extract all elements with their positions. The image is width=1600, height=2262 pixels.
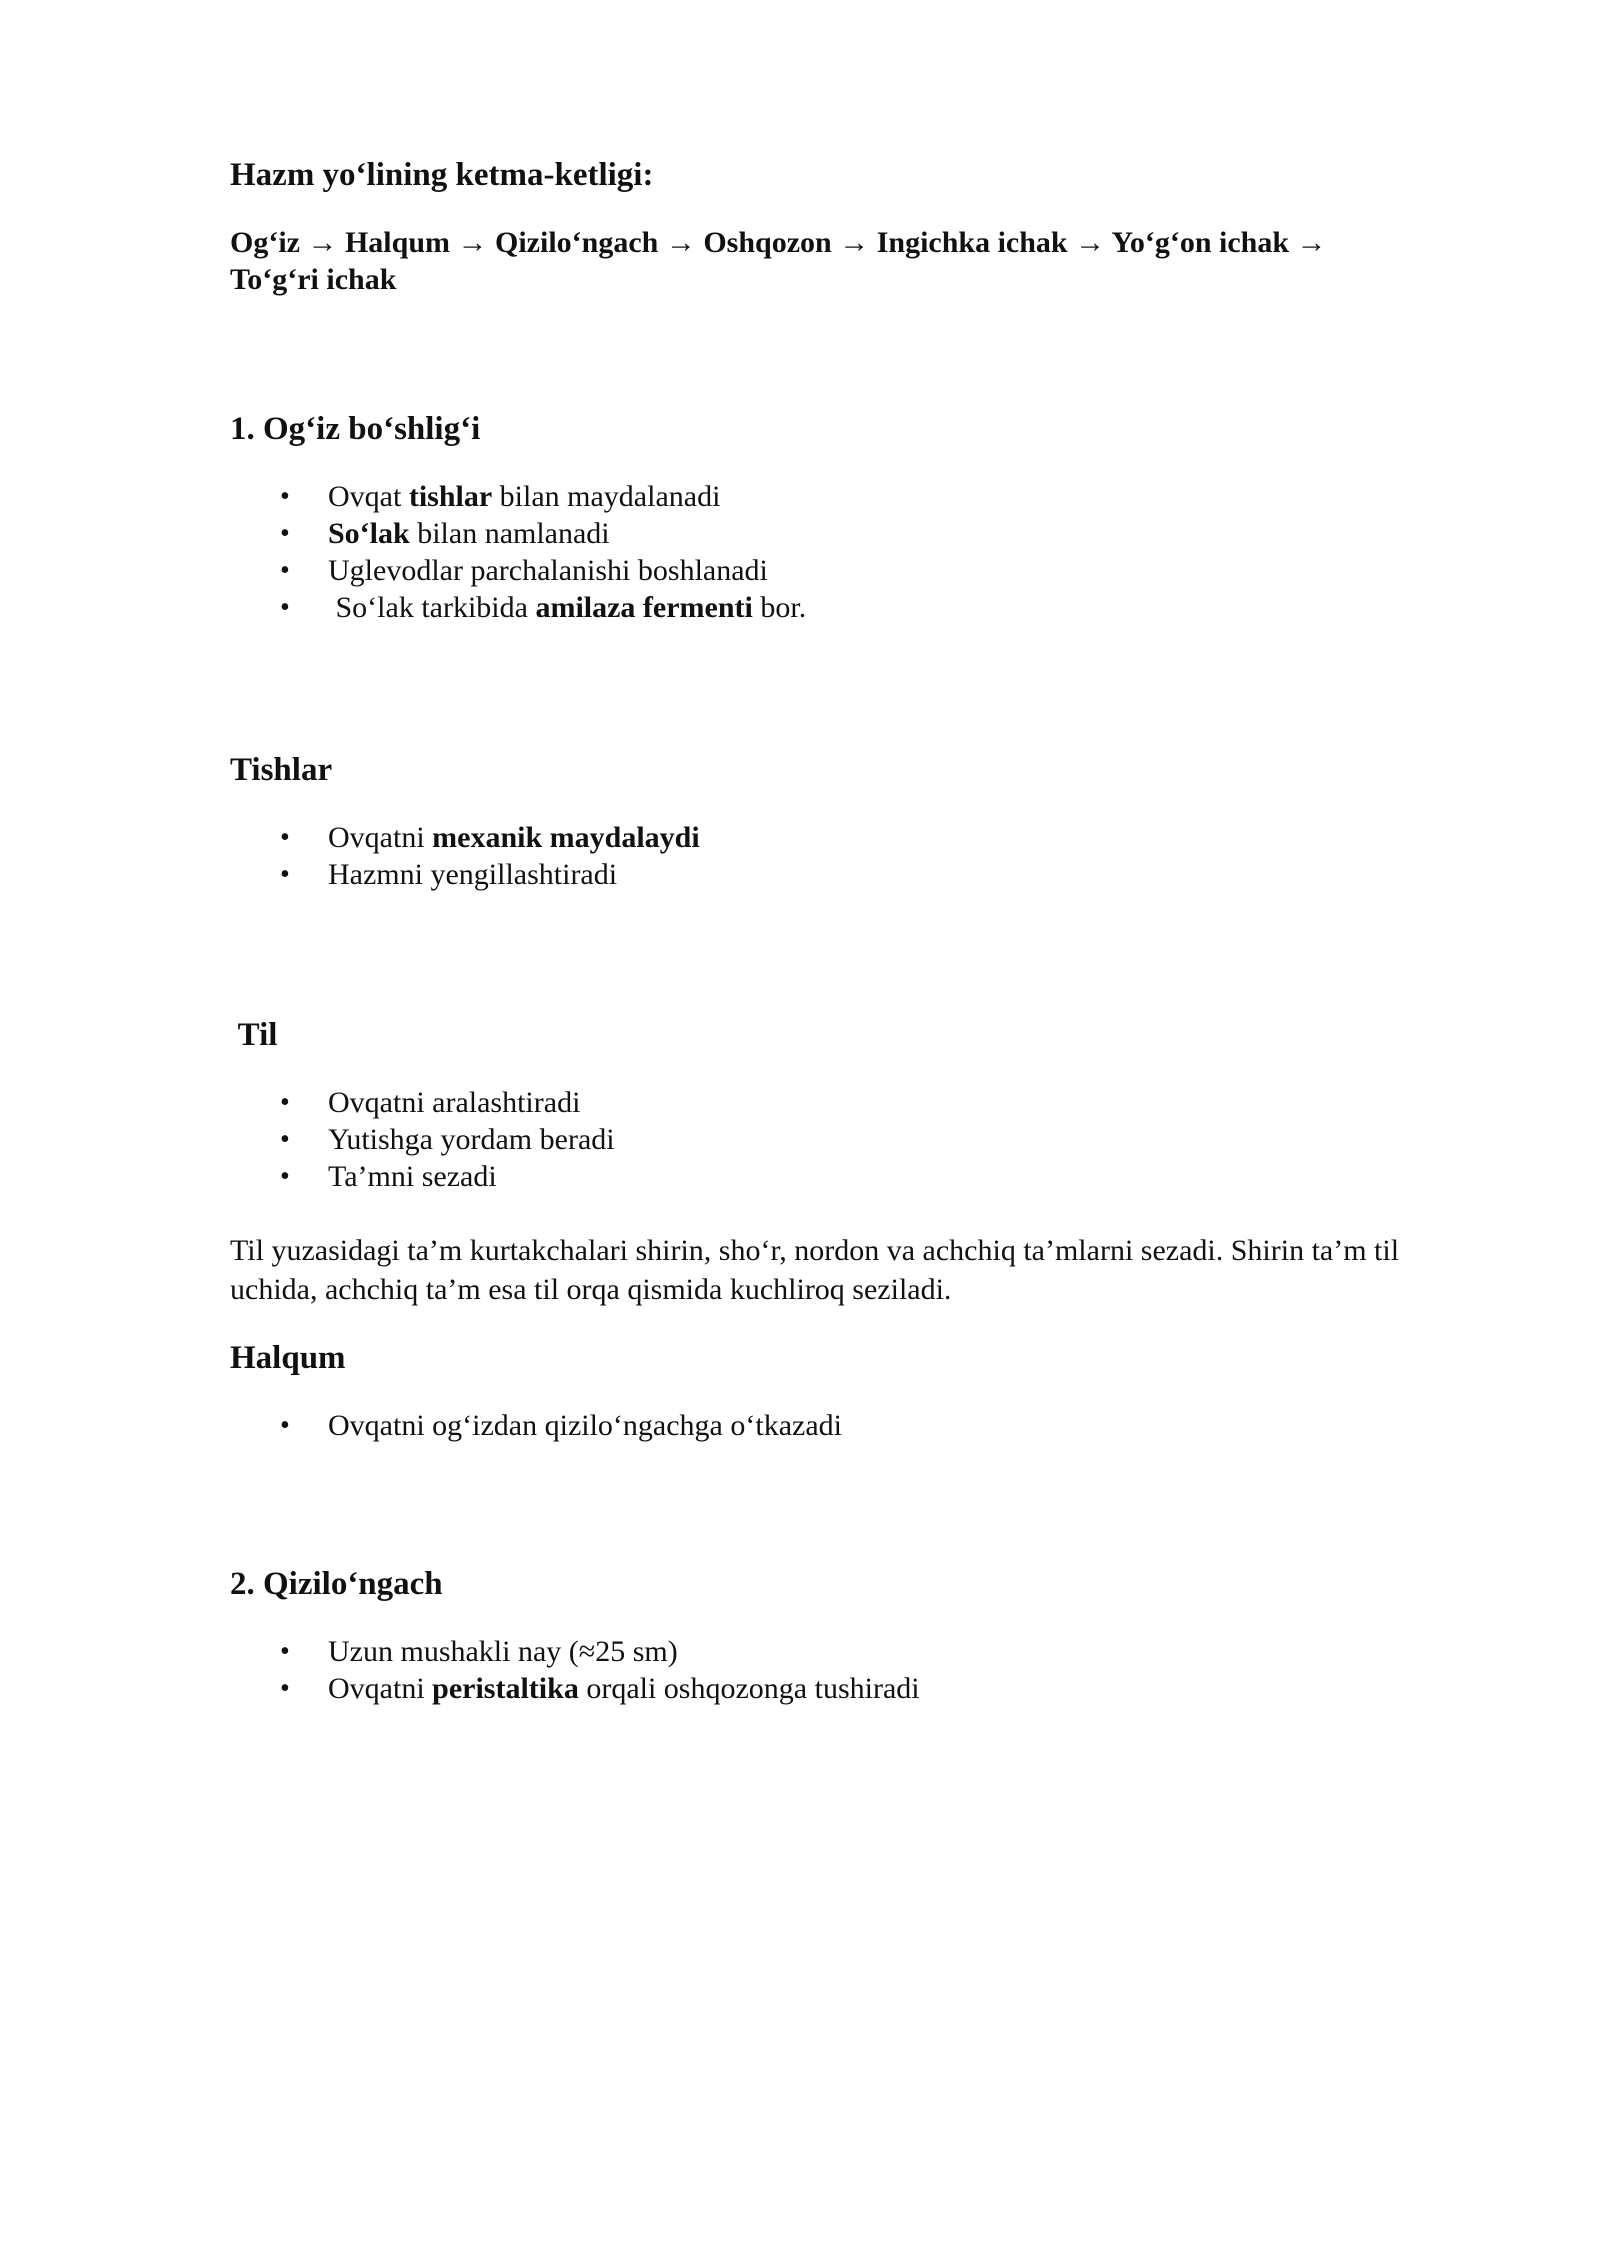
section-til-list bbox=[230, 1084, 1480, 1195]
bullet-icon: • bbox=[280, 1161, 290, 1192]
digestion-sequence bbox=[230, 224, 1480, 298]
list-item: • Ovqatni aralashtiradi bbox=[280, 1086, 581, 1119]
bullet-icon: • bbox=[280, 592, 290, 623]
til-paragraph: Til yuzasidagi ta’m kurtakchalari shirin, sho‘r, nordon va achchiq ta’mlarni sezadi. Shirin ta’m til uchida, achchiq ta’m esa til orqa qismida kuchliroq seziladi. bbox=[230, 1234, 1400, 1306]
bullet-icon: • bbox=[280, 1636, 290, 1667]
list-item: • Ovqatni peristaltika orqali oshqozonga tushiradi bbox=[280, 1672, 920, 1705]
list-item: • Yutishga yordam beradi bbox=[280, 1123, 615, 1156]
section-halqum-list bbox=[230, 1407, 1480, 1444]
bullet-icon: • bbox=[280, 1410, 290, 1441]
bullet-icon: • bbox=[280, 481, 290, 512]
sequence-line-1: Og‘iz → Halqum → Qizilo‘ngach → Oshqozon → Ingichka ichak → Yo‘g‘on ichak → bbox=[230, 226, 1327, 259]
list-item: • Ovqatni og‘izdan qizilo‘ngachga o‘tkazadi bbox=[280, 1409, 842, 1442]
bullet-icon: • bbox=[280, 822, 290, 853]
section-heading-tishlar: Tishlar bbox=[230, 752, 333, 788]
bullet-icon: • bbox=[280, 518, 290, 549]
list-item: • Uzun mushakli nay (≈25 sm) bbox=[280, 1635, 678, 1668]
section-tishlar-list bbox=[230, 819, 1480, 893]
bullet-icon: • bbox=[280, 555, 290, 586]
section-heading-til: Til bbox=[230, 1017, 278, 1053]
section-qizilongach-list bbox=[230, 1633, 1480, 1707]
bullet-icon: • bbox=[280, 859, 290, 890]
bullet-icon: • bbox=[280, 1124, 290, 1155]
document-title: Hazm yo‘lining ketma-ketligi: bbox=[230, 157, 654, 193]
list-item: • Ta’mni sezadi bbox=[280, 1160, 497, 1193]
section-heading-og-iz: 1. Og‘iz bo‘shlig‘i bbox=[230, 411, 481, 447]
list-item: • Hazmni yengillashtiradi bbox=[280, 858, 618, 891]
section-heading-halqum: Halqum bbox=[230, 1340, 346, 1376]
section-og-iz-list bbox=[230, 478, 1480, 626]
list-item: • Ovqatni mexanik maydalaydi bbox=[280, 821, 700, 854]
list-item: • So‘lak bilan namlanadi bbox=[280, 517, 610, 550]
list-item: • Uglevodlar parchalanishi boshlanadi bbox=[280, 554, 768, 587]
list-item: • So‘lak tarkibida amilaza fermenti bor. bbox=[280, 591, 807, 624]
bullet-icon: • bbox=[280, 1087, 290, 1118]
list-item: • Ovqat tishlar bilan maydalanadi bbox=[280, 480, 721, 513]
document-page bbox=[230, 150, 1480, 1707]
section-heading-qizilongach: 2. Qizilo‘ngach bbox=[230, 1566, 443, 1602]
sequence-line-2: To‘g‘ri ichak bbox=[230, 263, 397, 296]
bullet-icon: • bbox=[280, 1673, 290, 1704]
